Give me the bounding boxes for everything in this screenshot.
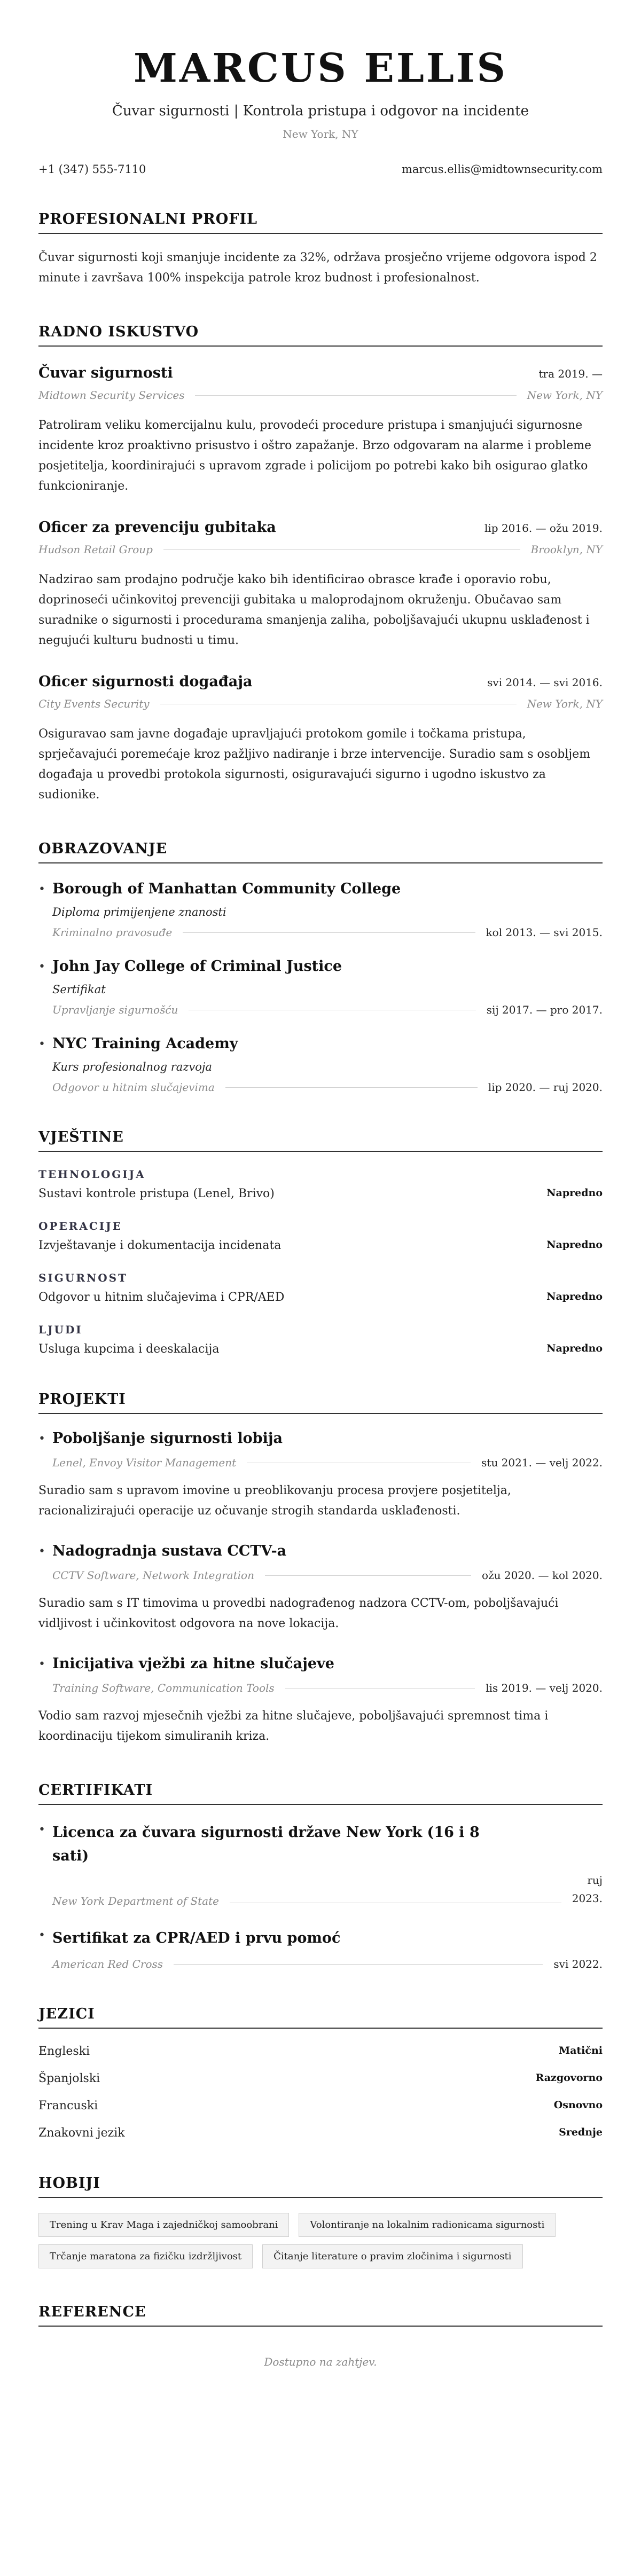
bullet-icon: • [38, 1432, 45, 1446]
candidate-headline: Čuvar sigurnosti | Kontrola pristupa i odgovor na incidente [112, 103, 529, 120]
education-entry [38, 958, 603, 1016]
hobby-chip: Volontiranje na lokalnim radionicama sigurnosti [299, 2213, 556, 2237]
section-title-references: REFERENCE [38, 2304, 603, 2327]
skill-name: Izvještavanje i dokumentacija incidenata [38, 1239, 282, 1253]
degree: Kurs profesionalnog razvoja [52, 1061, 212, 1074]
references-text: Dostupno na zahtjev. [264, 2355, 377, 2369]
section-title-languages: JEZICI [38, 2006, 603, 2029]
job-company: Midtown Security Services [38, 389, 185, 402]
section-title-education: OBRAZOVANJE [38, 841, 603, 863]
profile-text: Čuvar sigurnosti koji smanjuje incidente za 32%, održava prosječno vrijeme odgovora ispod 2 minute i završava 100% inspekcija patrole kroz budnost i profesionalnost. [38, 251, 597, 285]
project-tech: Lenel, Envoy Visitor Management [52, 1456, 237, 1470]
dotted-leader [163, 549, 520, 550]
language-level: Razgovorno [535, 2072, 603, 2084]
language-row [38, 2126, 603, 2140]
project-tech: CCTV Software, Network Integration [52, 1569, 254, 1582]
language-level: Matični [559, 2045, 603, 2057]
job-dates: lip 2016. — ožu 2019. [484, 522, 603, 535]
language-name: Engleski [38, 2045, 90, 2059]
contact-row [38, 163, 603, 176]
section-title-profile: PROFESIONALNI PROFIL [38, 211, 603, 234]
job-title: Oficer za prevenciju gubitaka [38, 519, 276, 536]
language-name: Francuski [38, 2099, 98, 2113]
hobby-chip: Trening u Krav Maga i zajedničkoj samoobrani [38, 2213, 289, 2237]
language-level: Osnovno [553, 2099, 603, 2111]
project-tech: Training Software, Communication Tools [52, 1682, 275, 1695]
project-description: Suradio sam s upravom imovine u preoblikovanju procesa provjere posjetitelja, racionalizirajući operacije uz očuvanje strogih standarda usklađenosti. [38, 1484, 511, 1518]
degree: Diploma primijenjene znanosti [52, 906, 226, 919]
skill-name: Usluga kupcima i deeskalacija [38, 1342, 220, 1356]
job-title: Oficer sigurnosti događaja [38, 673, 253, 690]
project-description: Vodio sam razvoj mjesečnih vježbi za hitne slučajeve, poboljšavajući spremnost tima i koordinaciju tijekom simuliranih kriza. [38, 1709, 549, 1743]
job-entry [38, 365, 603, 497]
language-name: Znakovni jezik [38, 2126, 125, 2140]
certificate-name: Sertifikat za CPR/AED i prvu pomoć [52, 1930, 341, 1947]
dotted-leader [183, 932, 475, 933]
skill-category: LJUDI [38, 1323, 83, 1337]
education-entry [38, 881, 603, 939]
education-entry [38, 1035, 603, 1094]
bullet-icon: • [38, 1038, 45, 1051]
job-location: Brooklyn, NY [530, 543, 603, 556]
skills-section [38, 1129, 603, 1356]
section-title-projects: PROJEKTI [38, 1391, 603, 1414]
school-name: Borough of Manhattan Community College [52, 881, 401, 898]
field-of-study: Kriminalno pravosuđe [52, 926, 173, 939]
skill-name: Odgovor u hitnim slučajevima i CPR/AED [38, 1291, 285, 1305]
projects-section [38, 1391, 603, 1747]
job-location: New York, NY [527, 389, 603, 402]
certificate-date-year: 2023. [572, 1892, 603, 1905]
project-entry [38, 1543, 603, 1634]
job-description: Patroliram veliku komercijalnu kulu, provodeći procedure pristupa i smanjujući sigurnosne incidente kroz proaktivno prisustvo i oštro zapažanje. Brzo odgovaram na alarme i probleme posjetitelja, koordinirajući s upravom zgrade i policijom po potrebi kako bih osigurao glatko funkcioniranje. [38, 419, 592, 493]
phone-number: +1 (347) 555-7110 [38, 163, 146, 176]
bullet-icon: • [38, 1929, 45, 1943]
section-title-certificates: CERTIFIKATI [38, 1782, 603, 1805]
project-entry [38, 1655, 603, 1747]
skill-name: Sustavi kontrole pristupa (Lenel, Brivo) [38, 1187, 275, 1201]
job-description: Nadzirao sam prodajno područje kako bih identificirao obrasce krađe i oporavio robu, doprinoseći učinkovitoj prevenciji gubitaka u maloprodajnom okruženju. Obučavao sam suradnike o sigurnosti i procedurama smanjenja zaliha, poboljšavajući ukupnu usklađenost i negujući kulturu budnosti u timu. [38, 573, 590, 648]
certificate-date [572, 1871, 603, 1907]
education-section [38, 841, 603, 1094]
language-name: Španjolski [38, 2072, 100, 2086]
section-title-experience: RADNO ISKUSTVO [38, 324, 603, 347]
language-row [38, 2099, 603, 2112]
certificate-entry [38, 1927, 603, 1970]
language-row [38, 2045, 603, 2058]
job-title: Čuvar sigurnosti [38, 365, 173, 382]
field-of-study: Odgovor u hitnim slučajevima [52, 1081, 215, 1094]
degree: Sertifikat [52, 983, 106, 996]
certificate-date-month: ruj [587, 1874, 603, 1887]
project-entry [38, 1430, 603, 1521]
project-dates: stu 2021. — velj 2022. [481, 1456, 603, 1470]
certificate-date: svi 2022. [553, 1958, 603, 1971]
project-name: Inicijativa vježbi za hitne slučajeve [52, 1655, 334, 1672]
skill-level: Napredno [546, 1342, 603, 1355]
school-name: NYC Training Academy [52, 1035, 238, 1053]
skill-group [38, 1168, 603, 1200]
hobby-chip: Čitanje literature o pravim zločinima i sigurnosti [262, 2244, 522, 2268]
skill-group [38, 1271, 603, 1304]
skill-group [38, 1323, 603, 1356]
certificate-issuer: New York Department of State [52, 1895, 219, 1908]
hobbies-section [38, 2175, 603, 2268]
certificate-entry [38, 1821, 603, 1907]
dotted-leader [195, 395, 516, 396]
languages-section [38, 2006, 603, 2140]
certificates-section [38, 1782, 603, 1970]
skill-group [38, 1220, 603, 1252]
profile-section [38, 211, 603, 288]
bullet-icon: • [38, 960, 45, 974]
language-level: Srednje [559, 2126, 603, 2139]
school-name: John Jay College of Criminal Justice [52, 958, 342, 975]
candidate-name: MARCUS ELLIS [134, 45, 507, 91]
education-dates: sij 2017. — pro 2017. [486, 1003, 603, 1017]
section-title-skills: VJEŠTINE [38, 1129, 603, 1152]
job-entry [38, 673, 603, 805]
education-dates: lip 2020. — ruj 2020. [488, 1081, 603, 1094]
bullet-icon: • [38, 1545, 45, 1559]
email-address: marcus.ellis@midtownsecurity.com [402, 163, 603, 176]
skill-level: Napredno [546, 1239, 603, 1251]
hobby-list [38, 2213, 603, 2268]
candidate-location: New York, NY [283, 128, 358, 141]
dotted-leader [174, 1964, 543, 1965]
job-company: Hudson Retail Group [38, 543, 153, 556]
certificate-name: Licenca za čuvara sigurnosti države New York (16 i 8 sati) [52, 1824, 480, 1865]
project-name: Poboljšanje sigurnosti lobija [52, 1430, 283, 1447]
dotted-leader [225, 1087, 478, 1088]
dotted-leader [265, 1575, 471, 1576]
project-dates: ožu 2020. — kol 2020. [482, 1569, 603, 1582]
section-title-hobbies: HOBIJI [38, 2175, 603, 2198]
job-company: City Events Security [38, 697, 150, 711]
job-entry [38, 519, 603, 651]
job-location: New York, NY [527, 697, 603, 711]
job-description: Osiguravao sam javne događaje upravljajući protokom gomile i točkama pristupa, sprječavajući poremećaje kroz pažljivo nadiranje i brze intervencije. Suradio sam s osobljem događaja u provedbi protokola sigurnosti, osiguravajući sigurno i ugodno iskustvo za sudionike. [38, 727, 591, 802]
hobby-chip: Trčanje maratona za fizičku izdržljivost [38, 2244, 253, 2268]
skill-category: TEHNOLOGIJA [38, 1168, 146, 1181]
project-description: Suradio sam s IT timovima u provedbi nadograđenog nadzora CCTV-om, poboljšavajući vidljivost i učinkovitost odgovora na nove lokacija. [38, 1597, 559, 1631]
bullet-icon: • [38, 883, 45, 897]
job-dates: svi 2014. — svi 2016. [487, 676, 603, 689]
skill-category: SIGURNOST [38, 1271, 128, 1285]
experience-section [38, 324, 603, 805]
skill-level: Napredno [546, 1187, 603, 1199]
skill-level: Napredno [546, 1291, 603, 1303]
skill-category: OPERACIJE [38, 1220, 122, 1233]
project-name: Nadogradnja sustava CCTV-a [52, 1543, 287, 1560]
job-dates: tra 2019. — [538, 367, 603, 381]
bullet-icon: • [38, 1658, 45, 1671]
education-dates: kol 2013. — svi 2015. [486, 926, 603, 939]
language-row [38, 2072, 603, 2085]
field-of-study: Upravljanje sigurnošću [52, 1003, 178, 1017]
project-dates: lis 2019. — velj 2020. [486, 1682, 603, 1695]
references-section [38, 2304, 603, 2368]
certificate-issuer: American Red Cross [52, 1958, 163, 1971]
bullet-icon: • [38, 1823, 45, 1837]
